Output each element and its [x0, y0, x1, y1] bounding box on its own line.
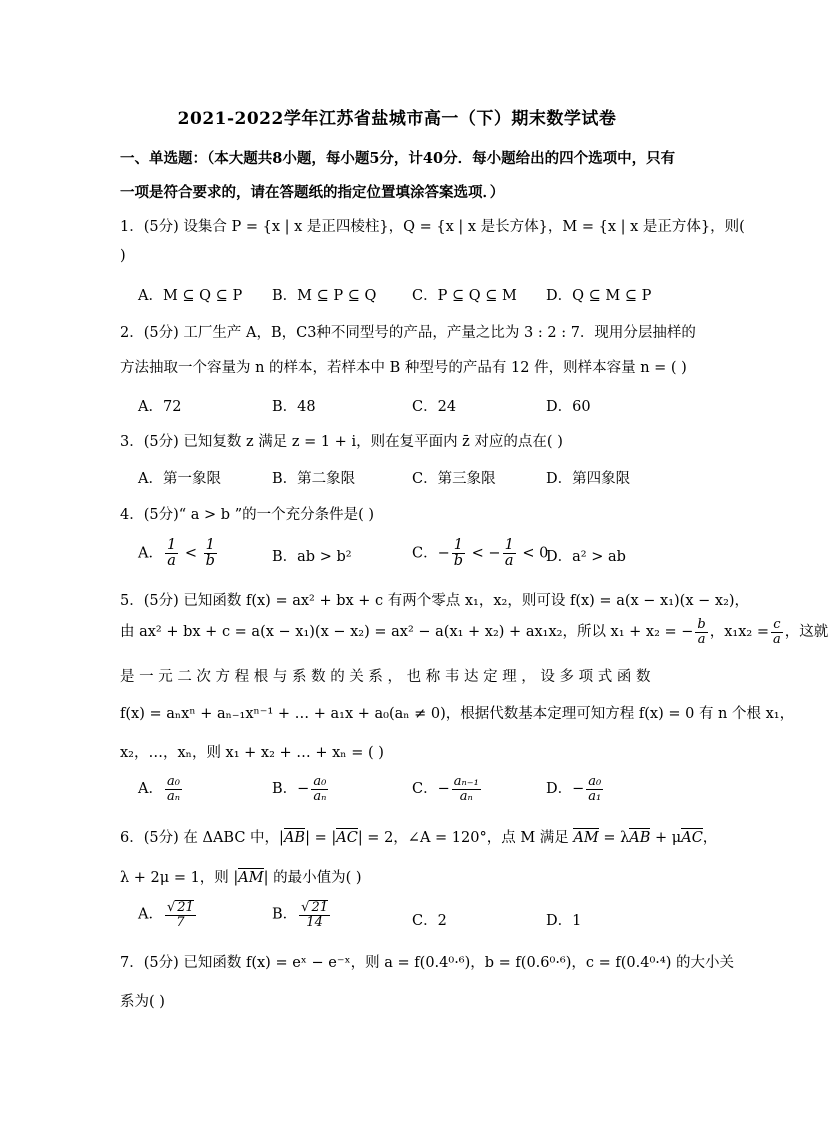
q3-option-c[interactable]: C．第三象限 — [412, 471, 496, 487]
q5-option-b[interactable]: B．− $\frac{\text{a₀}}{\text{aₙ}}$ — [272, 774, 327, 804]
fraction: $\frac{\text{a₀}}{\text{aₙ}}$ — [313, 774, 327, 804]
q2-option-b[interactable]: B．48 — [272, 399, 316, 415]
q5-option-c[interactable]: C．− $\frac{\text{aₙ₋₁}}{\text{aₙ}}$ — [412, 774, 479, 804]
q2-option-a[interactable]: A．72 — [138, 399, 182, 415]
q1-stem-line1: 1．(5分) 设集合 P = {x | x 是正四棱柱}，Q = {x | x 是长方体}，M = {x | x 是正方体}，则( — [120, 219, 745, 235]
q4-option-d[interactable]: D．a² > ab — [546, 549, 626, 565]
q5-stem-line4: f(x) = aₙxⁿ + aₙ₋₁xⁿ⁻¹ + … + a₁x + a₀(aₙ ≠ 0)，根据代数基本定理可知方程 f(x) = 0 有 n 个根 x₁， — [120, 706, 795, 722]
q4-option-c[interactable]: C．− $\frac{1}{b}$ < − $\frac{1}{a}$ < 0 — [412, 537, 549, 570]
q1-stem-line2: ) — [120, 248, 126, 264]
q7-stem-line2: 系为( ) — [120, 994, 165, 1010]
q1-option-a[interactable]: A．M ⊆ Q ⊆ P — [138, 288, 243, 304]
q2-stem-line2: 方法抽取一个容量为 n 的样本，若样本中 B 种型号的产品有 12 件，则样本容量 n = ( ) — [120, 360, 687, 376]
q6-option-c[interactable]: C．2 — [412, 913, 447, 929]
fraction: $\frac{√ 21}{14}$ — [301, 900, 328, 930]
fraction: $\frac{c}{a}$ — [773, 617, 781, 647]
section-heading-line1: 一、单选题：（本大题共8小题，每小题5分，计40分．每小题给出的四个选项中，只有 — [120, 150, 676, 167]
q3-option-a[interactable]: A．第一象限 — [138, 471, 221, 487]
q2-stem-line1: 2．(5分) 工厂生产 A，B，C3种不同型号的产品，产量之比为 3 : 2 : 7．现用分层抽样的 — [120, 325, 696, 341]
q4-stem-line1: 4．(5分)“ a > b ”的一个充分条件是( ) — [120, 507, 375, 523]
fraction: $\frac{√ 21}{7}$ — [166, 900, 194, 930]
q3-option-d[interactable]: D．第四象限 — [546, 471, 631, 487]
fraction: $\frac{\text{a₀}}{\text{a₁}}$ — [588, 774, 602, 804]
q5-stem-line3: 是 一 元 二 次 方 程 根 与 系 数 的 关 系 ， 也 称 韦 达 定 理 ， 设 多 项 式 函 数 — [120, 669, 651, 685]
q2-option-c[interactable]: C．24 — [412, 399, 457, 415]
q5-option-d[interactable]: D．− $\frac{\text{a₀}}{\text{a₁}}$ — [546, 774, 602, 804]
q6-stem-line1: 6．(5分) 在 ΔABC 中，|AB| = |AC| = 2，∠A = 120°，点 M 满足 AM = λAB + μAC， — [120, 830, 718, 846]
section-heading-line2: 一项是符合要求的，请在答题纸的指定位置填涂答案选项．） — [120, 184, 505, 201]
page-title: 2021-2022学年江苏省盐城市高一（下）期末数学试卷 — [177, 109, 617, 129]
q6-stem-line2: λ + 2μ = 1，则 |AM| 的最小值为( ) — [120, 870, 362, 886]
q4-option-a-label: A． — [138, 545, 163, 562]
q6-option-a[interactable]: A． $\frac{√ 21}{7}$ — [138, 900, 194, 930]
vector-ab: AB — [283, 830, 306, 846]
fraction: $\frac{1}{b}$ — [453, 537, 464, 570]
q1-option-d[interactable]: D．Q ⊆ M ⊆ P — [546, 288, 652, 304]
fraction: $\frac{1}{a}$ — [166, 537, 177, 570]
vector-am: AM — [573, 830, 599, 846]
fraction: $\frac{\text{aₙ₋₁}}{\text{aₙ}}$ — [453, 774, 479, 804]
fraction: $\frac{1}{b}$ — [205, 537, 215, 570]
q5-stem-line2: 由 ax² + bx + c = a(x − x₁)(x − x₂) = ax² − a(x₁ + x₂) + ax₁x₂，所以 x₁ + x₂ = − $\frac{b}{a}$ ，x₁x₂ = $\frac{c}{a}$ ，这就 — [120, 617, 828, 647]
vector-am: AM — [238, 870, 264, 886]
vector-ac: AC — [336, 830, 358, 846]
q3-stem-line1: 3．(5分) 已知复数 z 满足 z = 1 + i，则在复平面内 z̄ 对应的点在( ) — [120, 434, 563, 450]
q3-option-b[interactable]: B．第二象限 — [272, 471, 356, 487]
q7-stem-line1: 7．(5分) 已知函数 f(x) = eˣ − e⁻ˣ，则 a = f(0.4⁰·⁶)，b = f(0.6⁰·⁶)，c = f(0.4⁰·⁴) 的大小关 — [120, 955, 734, 971]
vector-ac: AC — [681, 830, 703, 846]
q4-option-a[interactable]: A． $\frac{1}{a}$ < $\frac{1}{b}$ — [138, 537, 215, 570]
fraction: $\frac{1}{a}$ — [504, 537, 514, 570]
q1-option-c[interactable]: C．P ⊆ Q ⊆ M — [412, 288, 517, 304]
q6-option-b[interactable]: B． $\frac{√ 21}{14}$ — [272, 900, 328, 930]
vector-ab: AB — [629, 830, 651, 846]
q4-option-b[interactable]: B．ab > b² — [272, 549, 352, 565]
fraction: $\frac{b}{a}$ — [697, 617, 706, 647]
q2-option-d[interactable]: D．60 — [546, 399, 591, 415]
q1-option-b[interactable]: B．M ⊆ P ⊆ Q — [272, 288, 377, 304]
q5-stem-line1: 5．(5分) 已知函数 f(x) = ax² + bx + c 有两个零点 x₁，x₂，则可设 f(x) = a(x − x₁)(x − x₂)， — [120, 593, 750, 609]
q5-stem-line5: x₂，…，xₙ，则 x₁ + x₂ + … + xₙ = ( ) — [120, 745, 384, 761]
q5-option-a[interactable]: A． $\frac{\text{a₀}}{\text{aₙ}}$ — [138, 774, 181, 804]
fraction: $\frac{\text{a₀}}{\text{aₙ}}$ — [166, 774, 181, 804]
q6-option-d[interactable]: D．1 — [546, 913, 582, 929]
